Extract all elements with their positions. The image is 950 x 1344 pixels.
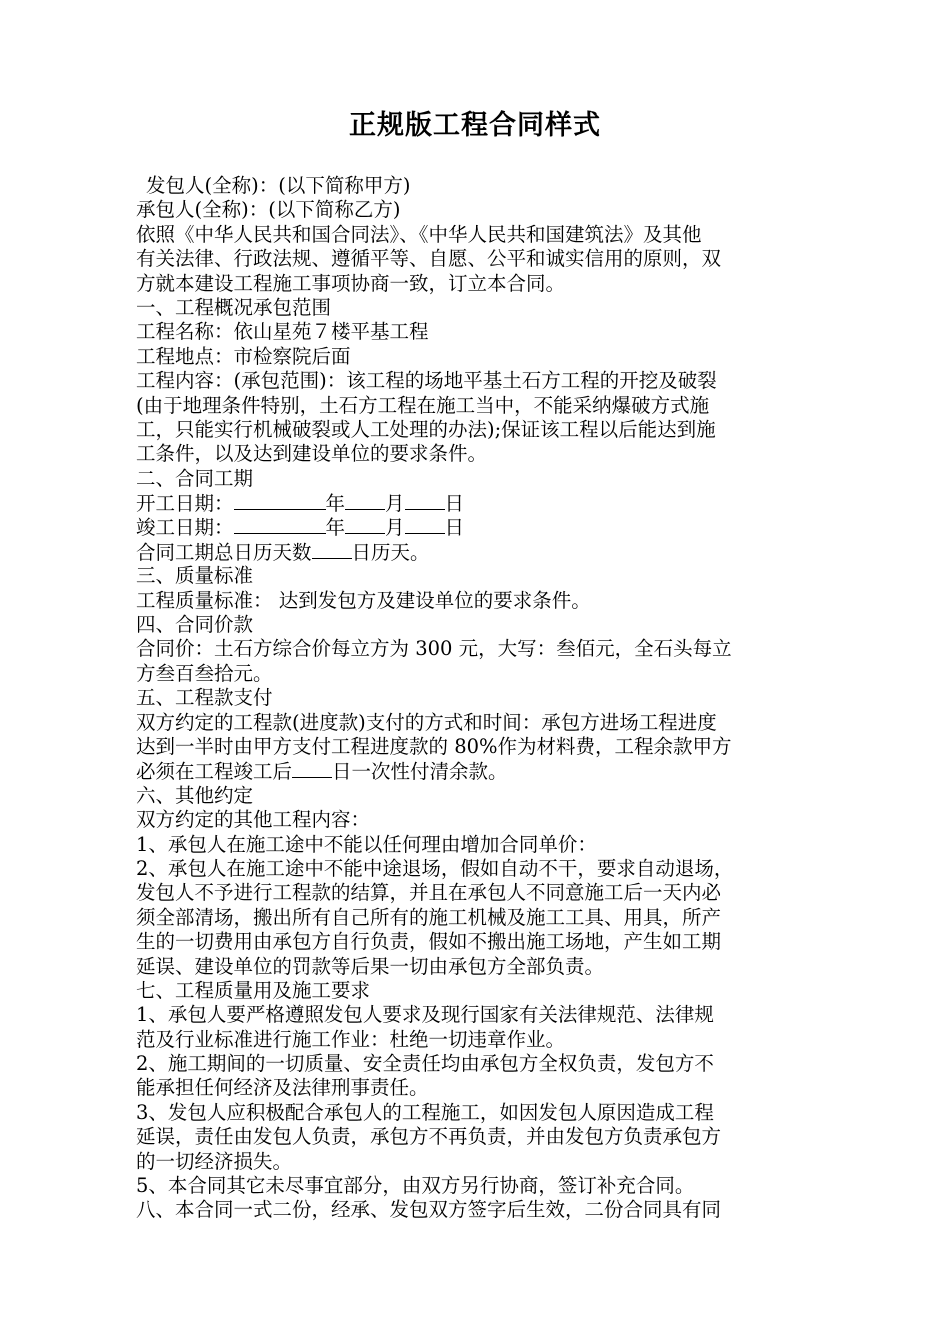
- clause-line: 范及行业标准进行施工作业：杜绝一切违章作业。: [136, 1027, 566, 1051]
- clause-line: 的一切经济损失。: [136, 1149, 293, 1173]
- start-date-label: 开工日期：: [136, 492, 234, 516]
- section-heading: 二、合同工期: [136, 466, 254, 490]
- end-date-label: 竣工日期：: [136, 516, 234, 540]
- year-label: 年: [325, 492, 346, 516]
- duration-blank: [312, 540, 352, 559]
- payment-suffix: 日一次性付清余款。: [332, 760, 508, 784]
- section-heading: 八、本合同一式二份，经承、发包双方签字后生效，二份合同具有同: [136, 1198, 722, 1222]
- start-day-blank: [405, 491, 445, 510]
- price-line: 方叁百叁拾元。: [136, 661, 273, 685]
- clause-line: 3、发包人应积极配合承包人的工程施工，如因发包人原因造成工程: [136, 1100, 714, 1124]
- section-heading: 六、其他约定: [136, 783, 254, 807]
- clause-line: 发包人不予进行工程款的结算，并且在承包人不同意施工后一天内必: [136, 881, 722, 905]
- project-location-line: 工程地点：市检察院后面: [136, 344, 351, 368]
- clause-line: 5、本合同其它未尽事宜部分，由双方另行协商，签订补充合同。: [136, 1174, 695, 1198]
- duration-line: [136, 540, 836, 564]
- payment-tail-line: [136, 759, 836, 783]
- document-body: [136, 174, 836, 1223]
- clause-line: 2、施工期间的一切质量、安全责任均由承包方全权负责，发包方不: [136, 1052, 714, 1076]
- clause-line: 延误、建设单位的罚款等后果一切由承包方全部负责。: [136, 954, 605, 978]
- project-name-line: 工程名称：依山星苑７楼平基工程: [136, 320, 429, 344]
- paragraph-line: 依照《中华人民共和国合同法》、《中华人民共和国建筑法》及其他: [136, 222, 702, 246]
- clause-line: 1、承包人在施工途中不能以任何理由增加合同单价：: [136, 832, 597, 856]
- section-heading: 四、合同价款: [136, 613, 254, 637]
- paragraph-line: 方就本建设工程施工事项协商一致，订立本合同。: [136, 271, 566, 295]
- section-heading: 五、工程款支付: [136, 686, 273, 710]
- end-month-blank: [345, 515, 385, 534]
- month-label: 月: [385, 492, 405, 516]
- paragraph-line: 工程内容：(承包范围)：该工程的场地平基土石方工程的开挖及破裂: [136, 369, 717, 393]
- clause-line: 能承担任何经济及法律刑事责任。: [136, 1076, 429, 1100]
- party-a-line: 发包人(全称)：(以下简称甲方): [146, 174, 411, 197]
- paragraph-line: 工，只能实行机械破裂或人工处理的办法);保证该工程以后能达到施: [136, 417, 716, 441]
- section-heading: 七、工程质量用及施工要求: [136, 978, 371, 1002]
- day-label: 日: [444, 516, 465, 540]
- end-day-blank: [405, 515, 445, 534]
- clause-line: 须全部清场，搬出所有自己所有的施工机械及施工工具、用具，所产: [136, 905, 722, 929]
- paragraph-line: 双方约定的工程款(进度款)支付的方式和时间：承包方进场工程进度: [136, 710, 717, 734]
- section-heading: 一、工程概况承包范围: [136, 295, 332, 319]
- year-label: 年: [325, 516, 346, 540]
- clause-line: 生的一切费用由承包方自行负责，假如不搬出施工场地，产生如工期: [136, 930, 722, 954]
- quality-standard-line: 工程质量标准： 达到发包方及建设单位的要求条件。: [136, 588, 591, 612]
- month-label: 月: [385, 516, 405, 540]
- payment-prefix: 必须在工程竣工后: [136, 760, 293, 784]
- duration-suffix: 日历天。: [351, 540, 430, 564]
- end-date-line: [136, 515, 836, 539]
- price-line: 合同价：土石方综合价每立方为 300 元，大写：叁佰元，全石头每立: [136, 637, 732, 661]
- start-year-blank: [234, 491, 326, 510]
- document-title: 正规版工程合同样式: [349, 110, 601, 141]
- day-label: 日: [444, 492, 465, 516]
- clause-line: 2、承包人在施工途中不能中途退场，假如自动不干，要求自动退场，: [136, 856, 734, 880]
- end-year-blank: [234, 515, 326, 534]
- duration-prefix: 合同工期总日历天数: [136, 540, 312, 564]
- paragraph-line: 工条件，以及达到建设单位的要求条件。: [136, 442, 488, 466]
- payment-days-blank: [292, 759, 332, 778]
- paragraph-line: 双方约定的其他工程内容：: [136, 808, 371, 832]
- paragraph-line: 有关法律、行政法规、遵循平等、自愿、公平和诚实信用的原则，双: [136, 247, 722, 271]
- start-date-line: [136, 491, 836, 515]
- paragraph-line: 达到一半时由甲方支付工程进度款的 80%作为材料费，工程余款甲方: [136, 734, 732, 758]
- paragraph-line: (由于地理条件特别，土石方工程在施工当中，不能采纳爆破方式施: [136, 393, 710, 417]
- party-b-line: 承包人(全称)：(以下简称乙方): [136, 198, 401, 222]
- start-month-blank: [345, 491, 385, 510]
- clause-line: 1、承包人要严格遵照发包人要求及现行国家有关法律规范、法律规: [136, 1003, 714, 1027]
- section-heading: 三、质量标准: [136, 564, 254, 588]
- clause-line: 延误，责任由发包人负责，承包方不再负责，并由发包方负责承包方: [136, 1125, 722, 1149]
